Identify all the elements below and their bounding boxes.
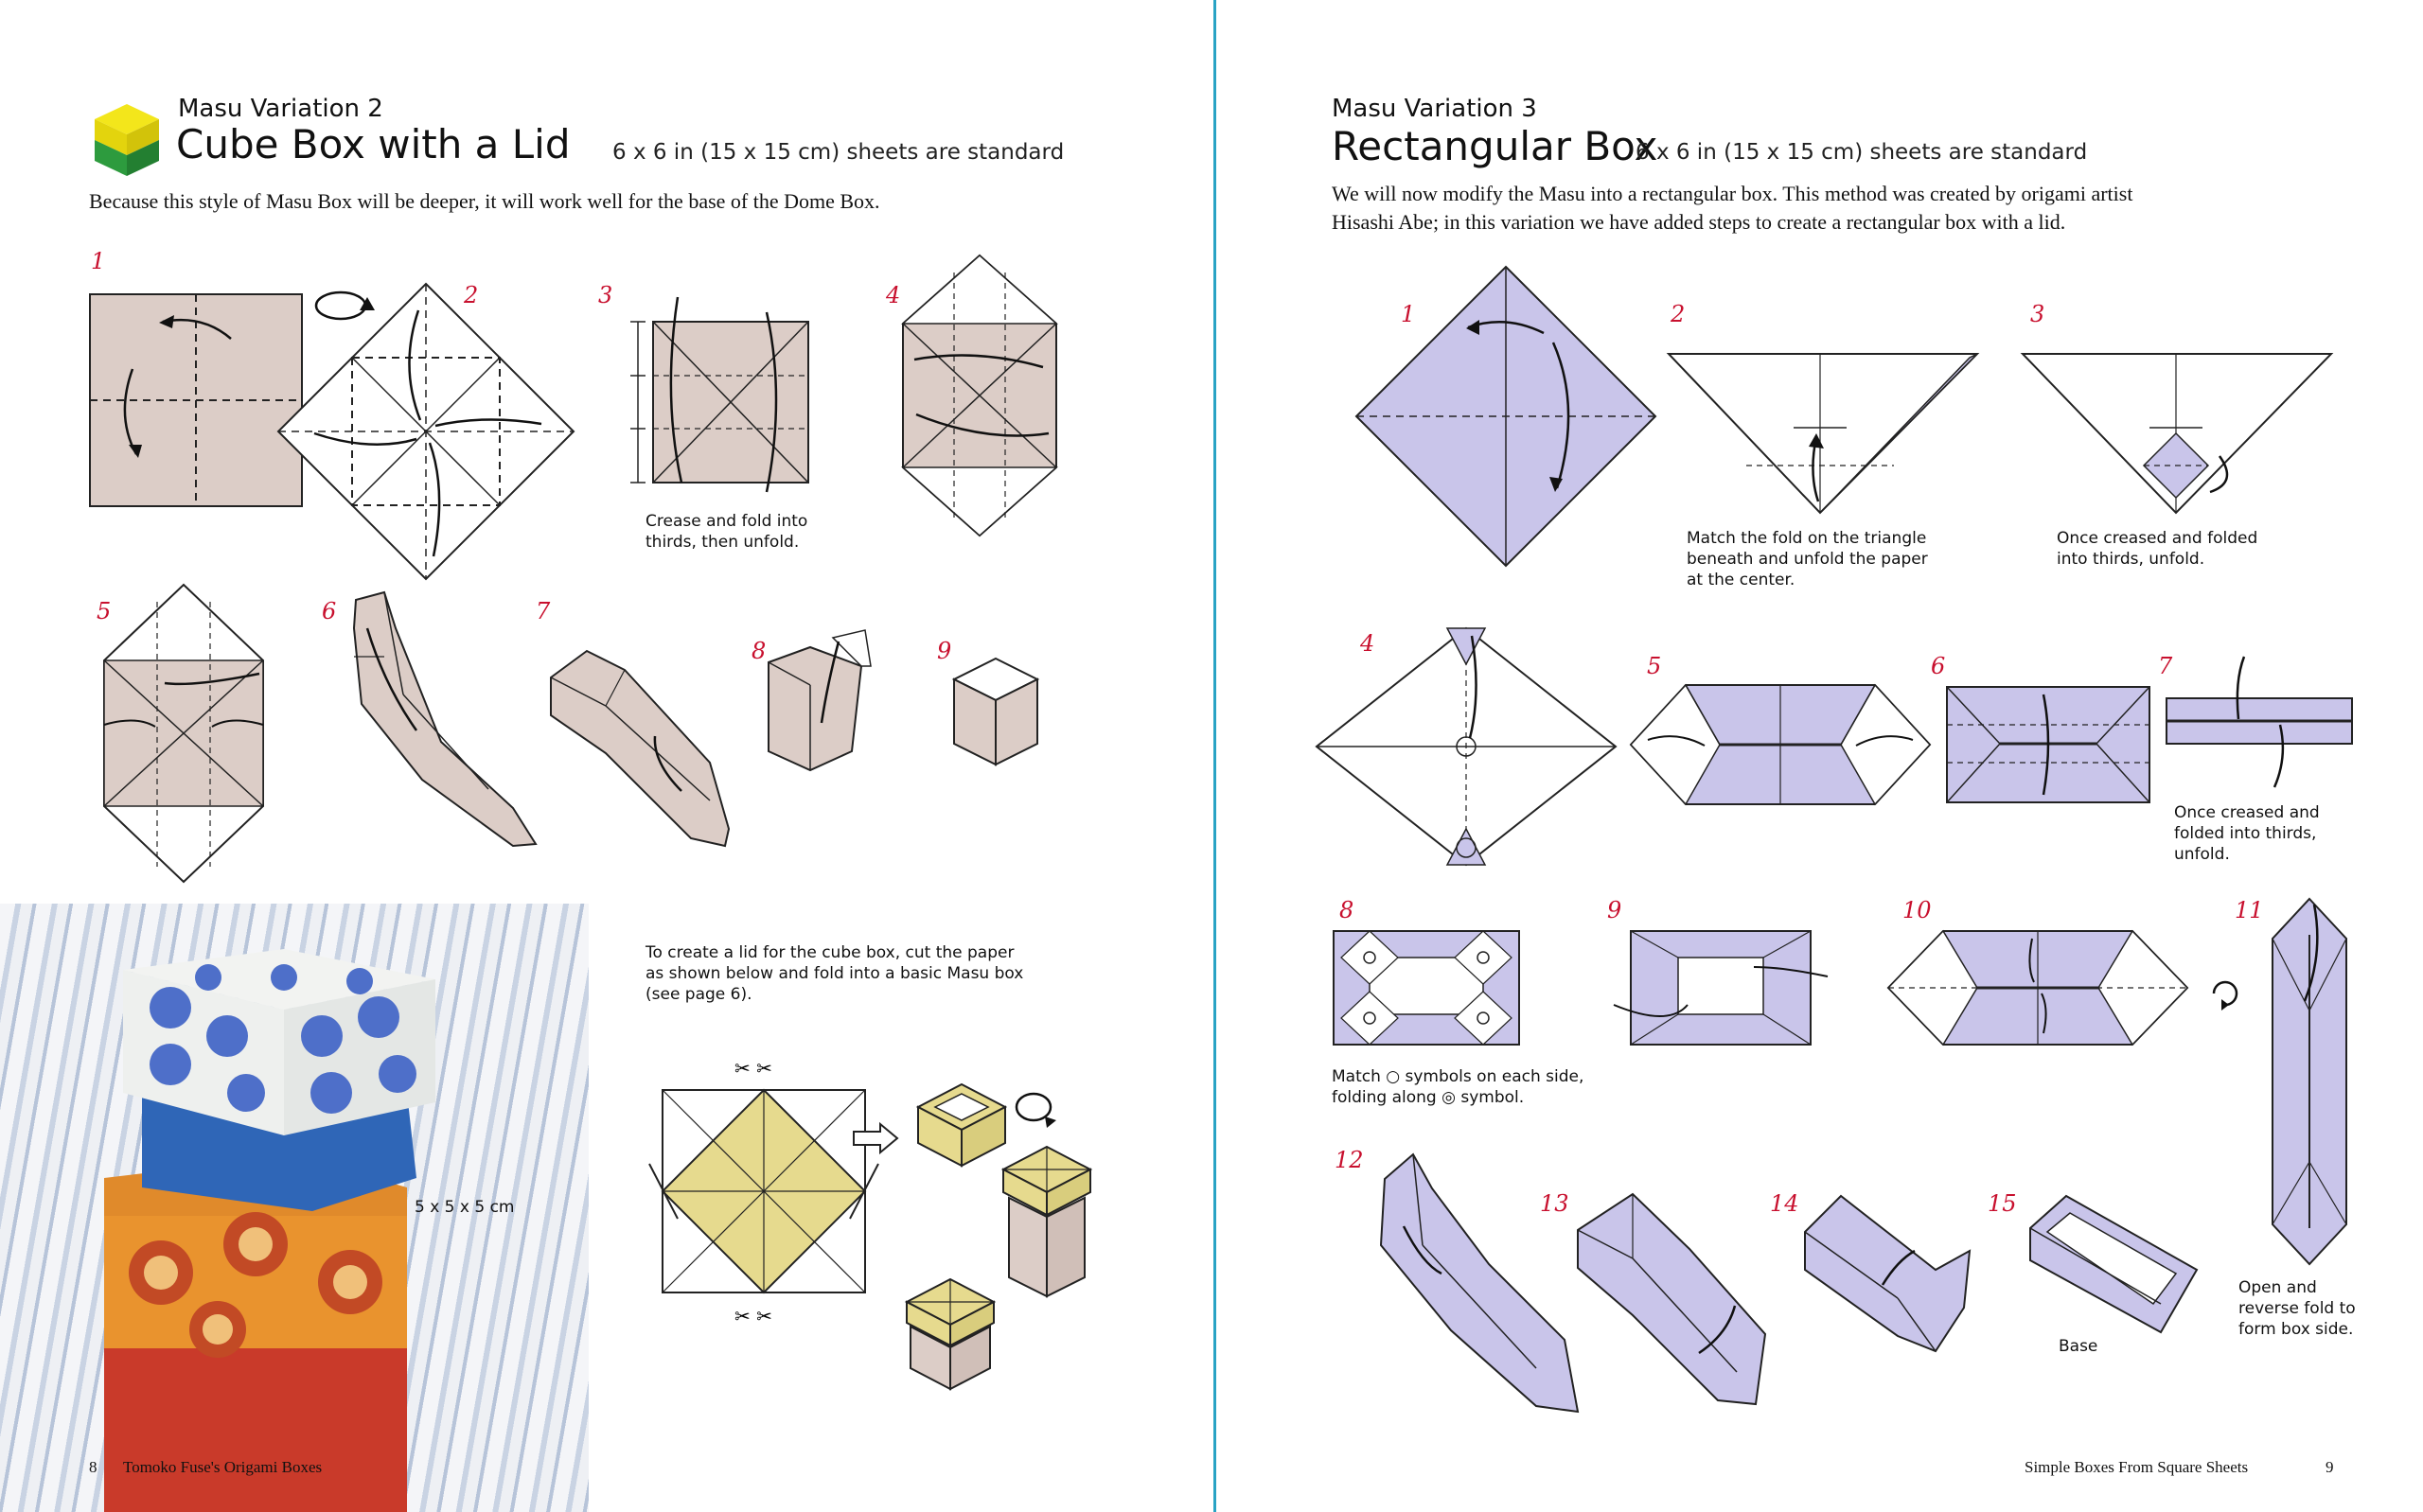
turn-over-icon: [1013, 1088, 1060, 1128]
step-number: 5: [1647, 653, 1662, 679]
diagram-step-3: [2021, 350, 2333, 517]
lid-open-box: [916, 1082, 1007, 1168]
diagram-step-8: [767, 628, 876, 774]
step-number: 9: [1607, 897, 1622, 923]
page-title: Cube Box with a Lid: [176, 121, 571, 167]
diagram-step-13: [1576, 1192, 1775, 1410]
step-number: 11: [2235, 897, 2264, 923]
diagram-lid-cut: [640, 1056, 888, 1330]
diagram-step-14: [1803, 1194, 1973, 1355]
diagram-step-1: [89, 293, 303, 507]
footer-page-number: 9: [2326, 1458, 2334, 1476]
cube-icon: [93, 102, 161, 178]
photo-caption: 5 x 5 x 5 cm: [415, 1198, 515, 1217]
diagram-step-6: [1945, 685, 2151, 804]
diagram-step-4: [901, 254, 1058, 537]
step-number: 12: [1335, 1147, 1364, 1173]
step-number: 3: [598, 282, 613, 308]
step-number: 1: [91, 248, 106, 274]
intro-text: Because this style of Masu Box will be deeper, it will work well for the base of the Dome Box.: [89, 189, 880, 213]
step-number: 4: [1360, 630, 1375, 657]
diagram-step-6: [346, 590, 541, 848]
diagram-step-3: [625, 284, 814, 501]
footer-book-title: Tomoko Fuse's Origami Boxes: [123, 1458, 323, 1476]
sheet-spec: 6 x 6 in (15 x 15 cm) sheets are standard: [1636, 140, 2088, 165]
diagram-step-1: [1354, 265, 1657, 568]
step-number: 2: [464, 282, 479, 308]
diagram-step-5: [1629, 683, 1932, 806]
step-number: 15: [1988, 1190, 2017, 1217]
step-number: 5: [97, 598, 112, 624]
diagram-step-8: [1332, 929, 1521, 1046]
step-number: 8: [1339, 897, 1354, 923]
step-number: 6: [322, 598, 337, 624]
diagram-step-7: [2163, 653, 2358, 795]
note-step-2: Match the fold on the triangle beneath and unfold the paper at the center.: [1687, 529, 1928, 589]
step-number: 7: [536, 598, 551, 624]
step-number: 10: [1902, 897, 1932, 923]
diagram-step-7: [549, 649, 734, 848]
note-step-11: Open and reverse fold to form box side.: [2238, 1278, 2356, 1339]
svg-text:✂ ✂: ✂ ✂: [734, 1305, 772, 1327]
step-number: 2: [1671, 301, 1686, 327]
step-number: 8: [752, 638, 767, 664]
diagram-step-9: [952, 657, 1039, 766]
diagram-step-10: [1886, 929, 2189, 1046]
label-base: Base: [2059, 1337, 2098, 1356]
note-step-3: Crease and fold into thirds, then unfold.: [646, 512, 808, 552]
kicker: Masu Variation 3: [1332, 95, 1537, 123]
step-number: 9: [937, 638, 952, 664]
step-number: 1: [1401, 301, 1416, 327]
diagram-step-9: [1612, 929, 1830, 1046]
step-number: 13: [1540, 1190, 1569, 1217]
diagram-step-2: [276, 282, 575, 581]
arrow-right-icon: [852, 1122, 899, 1154]
lid-closed-box: [905, 1277, 996, 1391]
note-lid: To create a lid for the cube box, cut the paper as shown below and fold into a basic Masu box (see page 6).: [646, 943, 1024, 1004]
step-number: 14: [1770, 1190, 1799, 1217]
step-number: 3: [2030, 301, 2045, 327]
note-step-3: Once creased and folded into thirds, unfold.: [2057, 529, 2258, 569]
right-page: [1216, 0, 2423, 1512]
diagram-step-5: [98, 583, 269, 886]
rotate-icon: [2206, 975, 2244, 1012]
diagram-step-15: [2028, 1194, 2199, 1334]
note-step-7: Once creased and folded into thirds, unfold.: [2174, 803, 2320, 864]
footer-section-title: Simple Boxes From Square Sheets: [2025, 1458, 2249, 1476]
step-number: 4: [886, 282, 901, 308]
lid-on-box: [1001, 1145, 1092, 1313]
diagram-step-4: [1315, 626, 1618, 867]
diagram-step-11: [2267, 897, 2352, 1266]
step-number: 7: [2158, 653, 2173, 679]
diagram-step-2: [1667, 350, 1979, 517]
kicker: Masu Variation 2: [178, 95, 383, 123]
note-step-8: Match ○ symbols on each side, folding along ◎ symbol.: [1332, 1067, 1584, 1107]
step-number: 6: [1931, 653, 1946, 679]
footer-page-number: 8: [89, 1458, 97, 1476]
page-title: Rectangular Box: [1332, 123, 1658, 169]
diagram-step-12: [1375, 1151, 1583, 1417]
sheet-spec: 6 x 6 in (15 x 15 cm) sheets are standard: [612, 140, 1065, 165]
photo-cube-boxes: [0, 904, 589, 1512]
svg-text:✂ ✂: ✂ ✂: [734, 1057, 772, 1080]
intro-text: We will now modify the Masu into a rectangular box. This method was created by origami artist Hisashi Abe; in this variation we have added steps to create a rectangular box with a lid.: [1332, 182, 2133, 234]
